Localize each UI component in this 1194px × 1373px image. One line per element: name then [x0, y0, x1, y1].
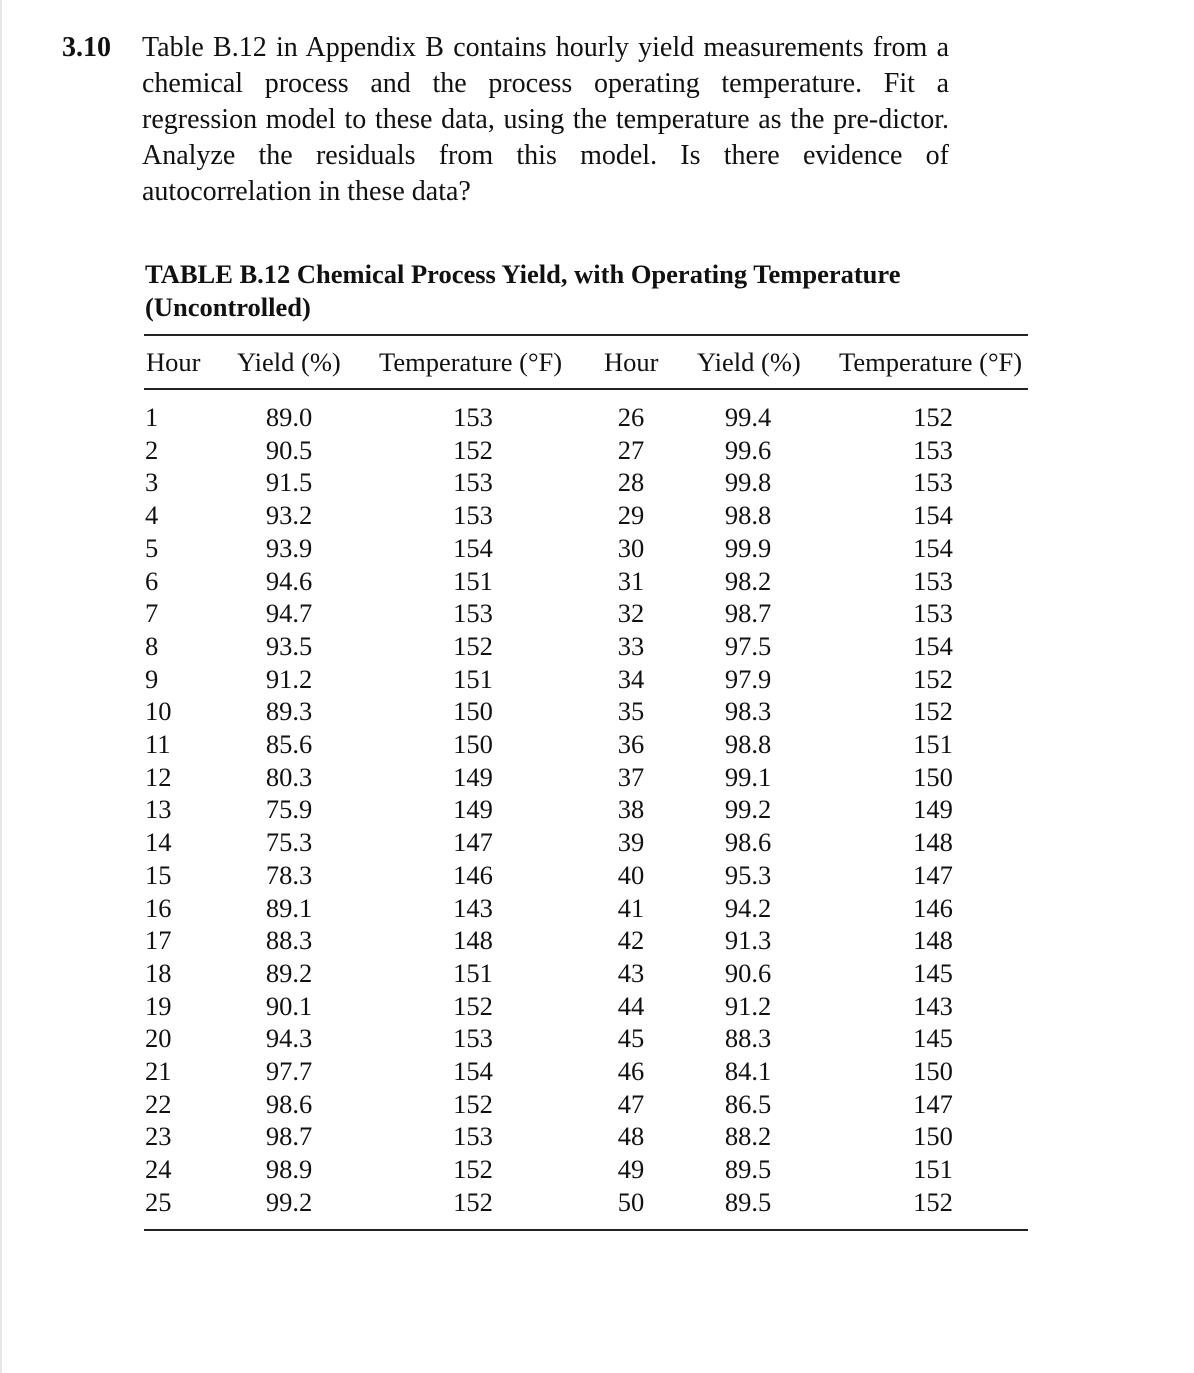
yield-cell: 90.5 — [265, 434, 313, 465]
temperature-cell: 149 — [913, 794, 953, 825]
yield-cell: 99.6 — [724, 434, 772, 465]
table-row — [0, 990, 1194, 1022]
hour-cell: 12 — [145, 761, 172, 792]
temperature-cell: 154 — [453, 1056, 493, 1086]
hour-cell: 33 — [617, 630, 645, 661]
yield-cell: 80.3 — [265, 761, 313, 792]
yield-cell: 95.3 — [724, 859, 772, 890]
table-row — [0, 1022, 1194, 1054]
temperature-cell: 148 — [913, 925, 953, 956]
temperature-cell: 145 — [913, 957, 953, 988]
temperature-cell: 152 — [453, 434, 493, 465]
yield-cell: 89.5 — [724, 1154, 772, 1185]
yield-cell: 99.8 — [724, 467, 772, 498]
table-row — [0, 401, 1194, 433]
yield-cell: 86.5 — [724, 1088, 772, 1119]
hour-cell: 35 — [617, 696, 645, 727]
table-row — [0, 957, 1194, 989]
temperature-cell: 152 — [453, 1088, 493, 1119]
yield-cell: 91.2 — [265, 663, 313, 694]
table-row — [0, 532, 1194, 564]
hour-cell: 34 — [617, 663, 645, 694]
table-row — [0, 630, 1194, 662]
yield-cell: 85.6 — [265, 729, 313, 759]
yield-cell: 99.2 — [724, 794, 772, 825]
hour-cell: 50 — [617, 1186, 645, 1217]
hour-cell: 13 — [145, 794, 172, 825]
yield-cell: 75.3 — [265, 827, 313, 858]
temperature-cell: 152 — [453, 990, 493, 1021]
header-hour-left: Hour — [146, 347, 201, 377]
yield-cell: 97.9 — [724, 663, 772, 694]
temperature-cell: 148 — [453, 925, 493, 956]
yield-cell: 94.7 — [265, 598, 313, 629]
yield-cell: 89.2 — [265, 957, 313, 988]
hour-cell: 47 — [617, 1088, 645, 1119]
temperature-cell: 153 — [453, 1023, 493, 1054]
yield-cell: 98.3 — [724, 696, 772, 727]
temperature-cell: 150 — [453, 729, 493, 759]
yield-cell: 91.3 — [724, 925, 772, 956]
yield-cell: 88.3 — [265, 925, 313, 956]
yield-cell: 78.3 — [265, 859, 313, 890]
table-row — [0, 728, 1194, 760]
temperature-cell: 149 — [453, 794, 493, 825]
temperature-cell: 150 — [913, 1121, 953, 1152]
table-caption: TABLE B.12 Chemical Process Yield, with Operating Temperature (Uncontrolled) — [145, 259, 901, 322]
yield-cell: 89.0 — [265, 402, 313, 432]
yield-cell: 97.7 — [265, 1056, 313, 1086]
table-row — [0, 663, 1194, 695]
yield-cell: 99.1 — [724, 761, 772, 792]
hour-cell: 48 — [617, 1121, 645, 1152]
yield-cell: 93.2 — [265, 500, 313, 531]
temperature-cell: 143 — [913, 990, 953, 1021]
yield-cell: 98.7 — [265, 1121, 313, 1152]
temperature-cell: 153 — [453, 402, 493, 432]
temperature-cell: 147 — [913, 859, 953, 890]
yield-cell: 90.6 — [724, 957, 772, 988]
temperature-cell: 153 — [913, 467, 953, 498]
temperature-cell: 152 — [453, 630, 493, 661]
temperature-cell: 148 — [913, 827, 953, 858]
yield-cell: 98.8 — [724, 729, 772, 759]
hour-cell: 22 — [145, 1088, 172, 1119]
table-row — [0, 1120, 1194, 1152]
yield-cell: 98.2 — [724, 565, 772, 596]
header-hour-right: Hour — [604, 347, 659, 377]
temperature-cell: 152 — [913, 1186, 953, 1217]
temperature-cell: 149 — [453, 761, 493, 792]
yield-cell: 88.2 — [724, 1121, 772, 1152]
hour-cell: 18 — [145, 957, 172, 988]
hour-cell: 9 — [145, 663, 159, 694]
yield-cell: 98.6 — [265, 1088, 313, 1119]
hour-cell: 7 — [145, 598, 159, 629]
hour-cell: 8 — [145, 630, 159, 661]
hour-cell: 28 — [617, 467, 645, 498]
hour-cell: 19 — [145, 990, 172, 1021]
yield-cell: 98.7 — [724, 598, 772, 629]
temperature-cell: 153 — [913, 434, 953, 465]
table-row — [0, 1088, 1194, 1120]
table-row — [0, 695, 1194, 727]
header-temperature-left: Temperature (°F) — [379, 347, 563, 377]
temperature-cell: 150 — [913, 761, 953, 792]
table-row — [0, 1186, 1194, 1218]
hour-cell: 37 — [617, 761, 645, 792]
hour-cell: 21 — [145, 1056, 172, 1086]
hour-cell: 6 — [145, 565, 159, 596]
yield-cell: 99.2 — [265, 1186, 313, 1217]
hour-cell: 41 — [617, 892, 645, 923]
table-row — [0, 793, 1194, 825]
yield-cell: 99.9 — [724, 532, 772, 563]
temperature-cell: 153 — [453, 467, 493, 498]
hour-cell: 40 — [617, 859, 645, 890]
yield-cell: 89.5 — [724, 1186, 772, 1217]
hour-cell: 14 — [145, 827, 172, 858]
temperature-cell: 153 — [453, 598, 493, 629]
yield-cell: 89.3 — [265, 696, 313, 727]
hour-cell: 17 — [145, 925, 172, 956]
hour-cell: 5 — [145, 532, 159, 563]
hour-cell: 10 — [145, 696, 172, 727]
table-row — [0, 826, 1194, 858]
yield-cell: 98.6 — [724, 827, 772, 858]
table-row — [0, 1055, 1194, 1087]
table-row — [0, 466, 1194, 498]
table-row — [0, 859, 1194, 891]
table-row — [0, 1153, 1194, 1185]
yield-cell: 94.3 — [265, 1023, 313, 1054]
table-row — [0, 499, 1194, 531]
temperature-cell: 143 — [453, 892, 493, 923]
temperature-cell: 152 — [913, 663, 953, 694]
temperature-cell: 153 — [913, 598, 953, 629]
hour-cell: 44 — [617, 990, 645, 1021]
temperature-cell: 151 — [453, 663, 493, 694]
temperature-cell: 152 — [453, 1154, 493, 1185]
temperature-cell: 154 — [913, 630, 953, 661]
yield-cell: 99.4 — [724, 402, 772, 432]
hour-cell: 4 — [145, 500, 159, 531]
yield-cell: 84.1 — [724, 1056, 772, 1086]
temperature-cell: 151 — [453, 957, 493, 988]
table-top-rule — [144, 334, 1028, 336]
table-header-rule — [144, 388, 1028, 390]
temperature-cell: 152 — [453, 1186, 493, 1217]
hour-cell: 32 — [617, 598, 645, 629]
header-yield-right: Yield (%) — [697, 347, 801, 377]
hour-cell: 30 — [617, 532, 645, 563]
hour-cell: 49 — [617, 1154, 645, 1185]
hour-cell: 11 — [145, 729, 171, 759]
yield-cell: 88.3 — [724, 1023, 772, 1054]
hour-cell: 25 — [145, 1186, 172, 1217]
hour-cell: 15 — [145, 859, 172, 890]
yield-cell: 93.9 — [265, 532, 313, 563]
hour-cell: 20 — [145, 1023, 172, 1054]
header-temperature-right: Temperature (°F) — [839, 347, 1023, 377]
yield-cell: 98.8 — [724, 500, 772, 531]
temperature-cell: 152 — [913, 696, 953, 727]
temperature-cell: 153 — [913, 565, 953, 596]
hour-cell: 3 — [145, 467, 159, 498]
hour-cell: 26 — [617, 402, 645, 432]
problem-number: 3.10 — [62, 32, 111, 63]
hour-cell: 43 — [617, 957, 645, 988]
temperature-cell: 147 — [453, 827, 493, 858]
temperature-cell: 154 — [913, 532, 953, 563]
hour-cell: 24 — [145, 1154, 172, 1185]
temperature-cell: 154 — [453, 532, 493, 563]
temperature-cell: 150 — [913, 1056, 953, 1086]
temperature-cell: 151 — [913, 1154, 953, 1185]
yield-cell: 94.2 — [724, 892, 772, 923]
hour-cell: 45 — [617, 1023, 645, 1054]
hour-cell: 39 — [617, 827, 645, 858]
temperature-cell: 145 — [913, 1023, 953, 1054]
yield-cell: 91.5 — [265, 467, 313, 498]
hour-cell: 29 — [617, 500, 645, 531]
hour-cell: 31 — [617, 565, 645, 596]
hour-cell: 23 — [145, 1121, 172, 1152]
yield-cell: 98.9 — [265, 1154, 313, 1185]
temperature-cell: 147 — [913, 1088, 953, 1119]
problem-text: Table B.12 in Appendix B contains hourly yield measurements from a chemical process and the process operating temperature. Fit a regression model to these data, using the temperature as the pre-dictor. Analyze the residuals from this model. Is there evidence of autocorrelation in these data? — [142, 32, 949, 207]
hour-cell: 36 — [617, 729, 645, 759]
temperature-cell: 153 — [453, 500, 493, 531]
hour-cell: 27 — [617, 434, 645, 465]
temperature-cell: 150 — [453, 696, 493, 727]
hour-cell: 46 — [617, 1056, 645, 1086]
yield-cell: 91.2 — [724, 990, 772, 1021]
yield-cell: 93.5 — [265, 630, 313, 661]
temperature-cell: 151 — [913, 729, 953, 759]
yield-cell: 89.1 — [265, 892, 313, 923]
temperature-cell: 146 — [913, 892, 953, 923]
hour-cell: 42 — [617, 925, 645, 956]
table-row — [0, 892, 1194, 924]
yield-cell: 97.5 — [724, 630, 772, 661]
table-row — [0, 597, 1194, 629]
hour-cell: 16 — [145, 892, 172, 923]
temperature-cell: 153 — [453, 1121, 493, 1152]
yield-cell: 90.1 — [265, 990, 313, 1021]
table-row — [0, 761, 1194, 793]
temperature-cell: 152 — [913, 402, 953, 432]
temperature-cell: 151 — [453, 565, 493, 596]
header-yield-left: Yield (%) — [237, 347, 341, 377]
hour-cell: 38 — [617, 794, 645, 825]
hour-cell: 1 — [145, 402, 159, 432]
table-bottom-rule — [144, 1229, 1028, 1231]
yield-cell: 75.9 — [265, 794, 313, 825]
temperature-cell: 146 — [453, 859, 493, 890]
table-row — [0, 434, 1194, 466]
temperature-cell: 154 — [913, 500, 953, 531]
table-row — [0, 924, 1194, 956]
table-row — [0, 565, 1194, 597]
yield-cell: 94.6 — [265, 565, 313, 596]
hour-cell: 2 — [145, 434, 159, 465]
